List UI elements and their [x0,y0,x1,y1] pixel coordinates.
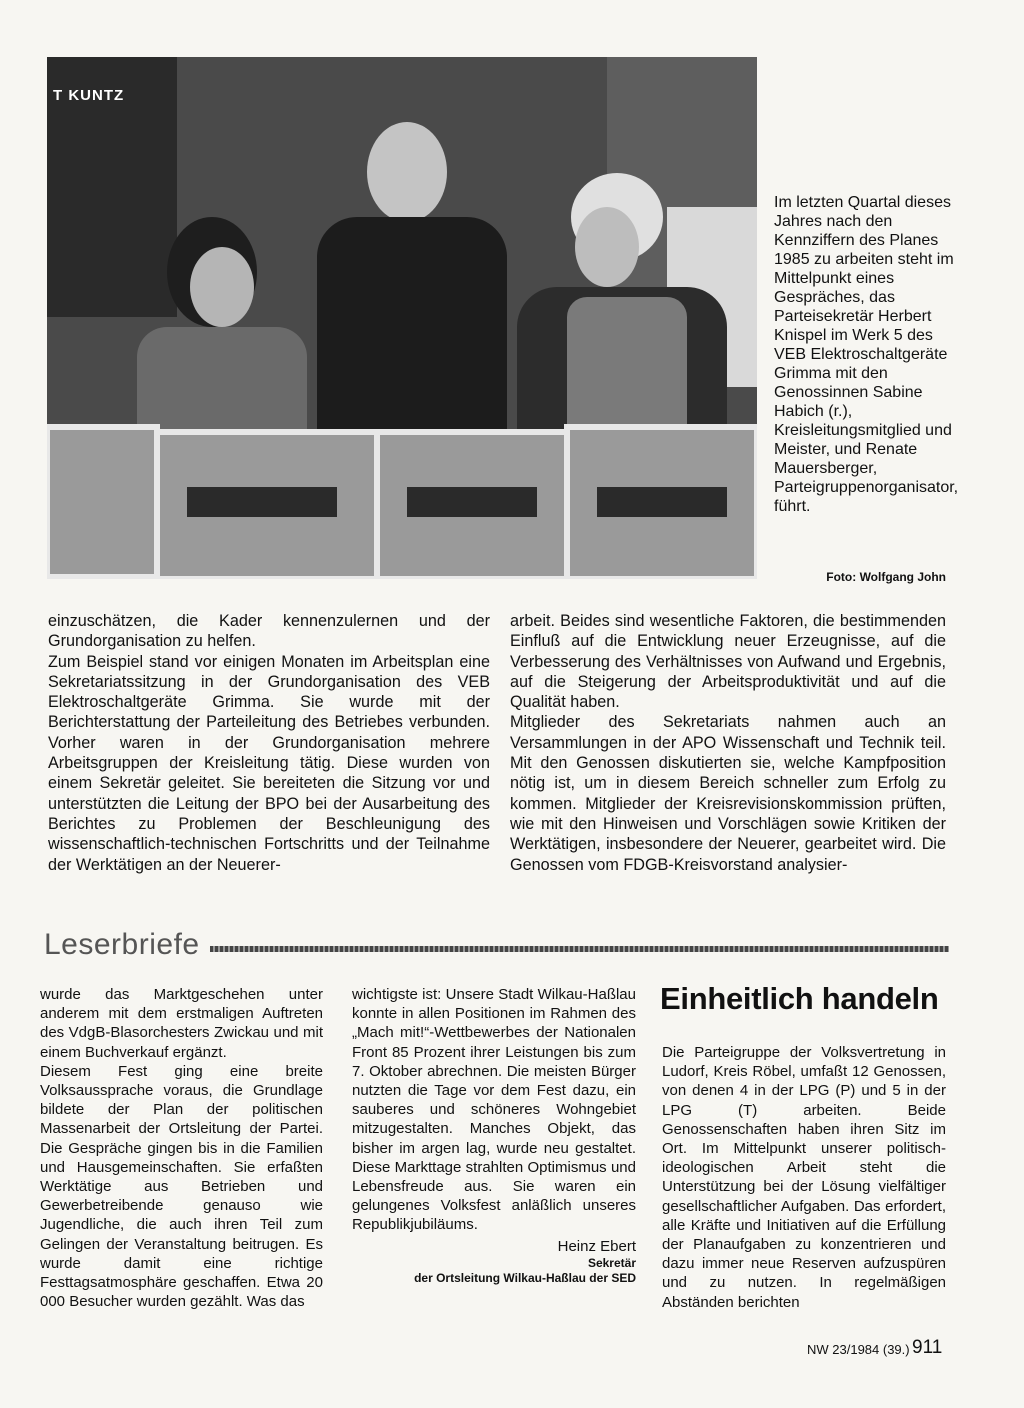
paragraph: einzuschätzen, die Kader kennenzulernen und der Grundorganisation zu helfen. [48,612,490,651]
photo-caption: Im letzten Quartal dieses Jahres nach den Kennziffern des Planes 1985 zu arbeiten steht im Mittelpunkt eines Gespräches, das Parteisekretär Herbert Knispel im Werk 5 des VEB Elektroschaltgeräte Grimma mit den Genossinnen Sabine Habich (r.), Kreisleitungsmitglied und Meister, und Renate Mauersberger, Parteigruppenorganisator, führt. [774,194,959,515]
section-rule [210,946,949,952]
paragraph: Die Parteigruppe der Volksvertretung in Ludorf, Kreis Röbel, umfaßt 12 Genossen, von denen 4 in der LPG (P) und 5 in der LPG (T) arbeiten. Beide Genossenschaften haben ihren Sitz im Ort. Im Mittelpunkt unserer politisch-ideologischen Arbeit steht die Unterstützung bei der Lösung vielfältiger gesellschaftlicher Aufgaben. Das erfordert, alle Kräfte und Initiativen auf die Erfüllung der Planaufgaben zu konzentrieren und dazu immer neue Reserven aufzuspüren und zu nutzen. In regelmäßigen Abständen berichten [662,1044,946,1311]
photo-credit: Foto: Wolfgang John [826,570,946,584]
article-column-1 [48,611,490,875]
section-title: Leserbriefe [44,928,200,961]
letters-column-2 [352,985,636,1286]
page-number: 911 [912,1337,943,1358]
paragraph: Diesem Fest ging eine breite Volksaussprache voraus, die Grundlage bildete der Plan der politischen Massenarbeit der Ortsleitung der Partei. Die Gespräche gingen bis in die Familien und Hausgemeinschaften. Sie erfaßten Werktätige aus Betrieben und Gewerbetreibende genauso wie Jugendliche, die auch ihren Teil zum Gelingen der Veranstaltung beitrugen. Es wurde damit eine richtige Festtagsatmosphäre geschaffen. Etwa 20 000 Besucher wurden gezählt. Was das [40,1062,323,1311]
photo-watermark: T KUNTZ [53,87,125,104]
article-photo [47,57,757,579]
paragraph: Mitglieder des Sekretariats nahmen auch an Versammlungen in der APO Wissenschaft und Technik teil. Mit den Genossen diskutierten sie, welche Kampfposition nötig ist, um in diesem Bereich schneller zum Erfolg zu kommen. Mitglieder der Kreisrevisionskommission prüften, wie mit den Hinweisen und Vorschlägen sowie Kritiken der Werktätigen, insbesondere der Neuerer, gearbeitet wird. Die Genossen vom FDGB-Kreisvorstand analysier- [510,713,946,874]
letters-column-1 [40,985,323,1311]
issue-label: NW 23/1984 (39.) [807,1342,910,1357]
section-header-letters [44,925,949,965]
paragraph: wichtigste ist: Unsere Stadt Wilkau-Haßlau konnte in allen Positionen im Rahmen des „Mach mit!“-Wettbewerbes der Nationalen Front 85 Prozent ihrer Leistungen bis zum 7. Oktober abrechnen. Die meisten Bürger nutzten die Tage vor dem Fest dazu, ein sauberes und schöneres Wohngebiet mitzugestalten. Manches Objekt, das bisher im argen lag, wurde neu gestaltet. Diese Markttage strahlten Optimismus und Lebensfreude aus. Sie waren ein gelungenes Volksfest anläßlich unseres Republikjubiläums. [352,986,636,1234]
photo-illustration [47,57,757,579]
signature-name: Heinz Ebert [557,1237,636,1255]
letters-column-3 [662,1043,946,1312]
letter-headline: Einheitlich handeln [660,981,939,1016]
signature-role: Sekretär [587,1255,636,1270]
article-column-2 [510,611,946,875]
paragraph: arbeit. Beides sind wesentliche Faktoren, die bestimmenden Einfluß auf die Entwicklung neuer Erzeugnisse, auf die Verbesserung des Verhältnisses von Aufwand und Ergebnis, auf die Steigerung der Arbeitsproduktivität und auf die Qualität haben. [510,612,946,712]
paragraph: Zum Beispiel stand vor einigen Monaten im Arbeitsplan eine Sekretariatssitzung in der Grundorganisation des VEB Elektroschaltgeräte Grimma. Sie wurde mit der Berichterstattung der Parteileitung des Betriebes verbunden. Vorher waren in der Grundorganisation mehrere Arbeitsgruppen der Kreisleitung tätig. Diese wurden von einem Sekretär geleitet. Sie bereiteten die Sitzung vor und unterstützten die Leitung der BPO bei der Ausarbeitung des Berichtes zu Problemen der Beschleunigung des wissenschaftlich-technischen Fortschritts und der Teilnahme der Werktätigen an der Neuerer- [48,652,490,874]
paragraph: wurde das Marktgeschehen unter anderem mit dem erstmaligen Auftreten des VdgB-Blasorchesters Zwickau und mit einem Buchverkauf ergänzt. [40,986,323,1061]
signature-role-org: der Ortsleitung Wilkau-Haßlau der SED [414,1270,636,1285]
